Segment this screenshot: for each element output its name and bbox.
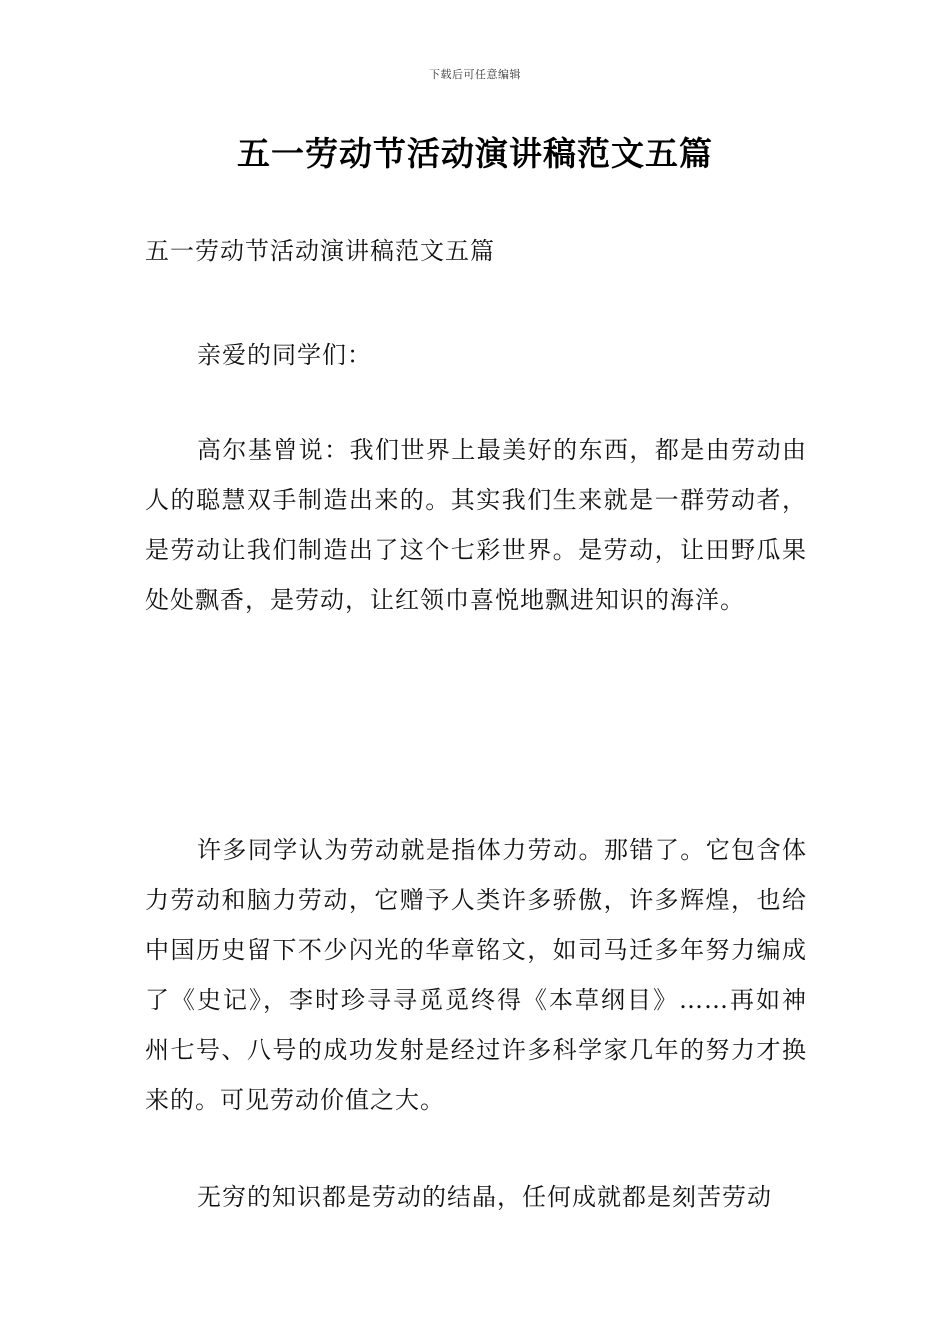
- greeting: 亲爱的同学们：: [197, 341, 372, 369]
- page-title: 五一劳动节活动演讲稿范文五篇: [237, 134, 713, 173]
- document-subtitle: 五一劳动节活动演讲稿范文五篇: [145, 237, 495, 265]
- header-note: 下载后可任意编辑: [429, 68, 521, 81]
- paragraph-2: 许多同学认为劳动就是指体力劳动。那错了。它包含体力劳动和脑力劳动，它赠予人类许多骄傲，许多辉煌，也给中国历史留下不少闪光的华章铭文，如司马迁多年努力编成了《史记》，李时珍寻寻觅觅终得《本草纲目》……再如神州七号、八号的成功发射是经过许多科学家几年的努力才换来的。可见劳动价值之大。: [145, 836, 807, 1114]
- paragraph-1: 高尔基曾说：我们世界上最美好的东西，都是由劳动由人的聪慧双手制造出来的。其实我们生来就是一群劳动者，是劳动让我们制造出了这个七彩世界。是劳动，让田野瓜果处处飘香，是劳动，让红领巾喜悦地飘进知识的海洋。: [145, 436, 807, 614]
- paragraph-3: 无穷的知识都是劳动的结晶，任何成就都是刻苦劳动: [197, 1183, 772, 1211]
